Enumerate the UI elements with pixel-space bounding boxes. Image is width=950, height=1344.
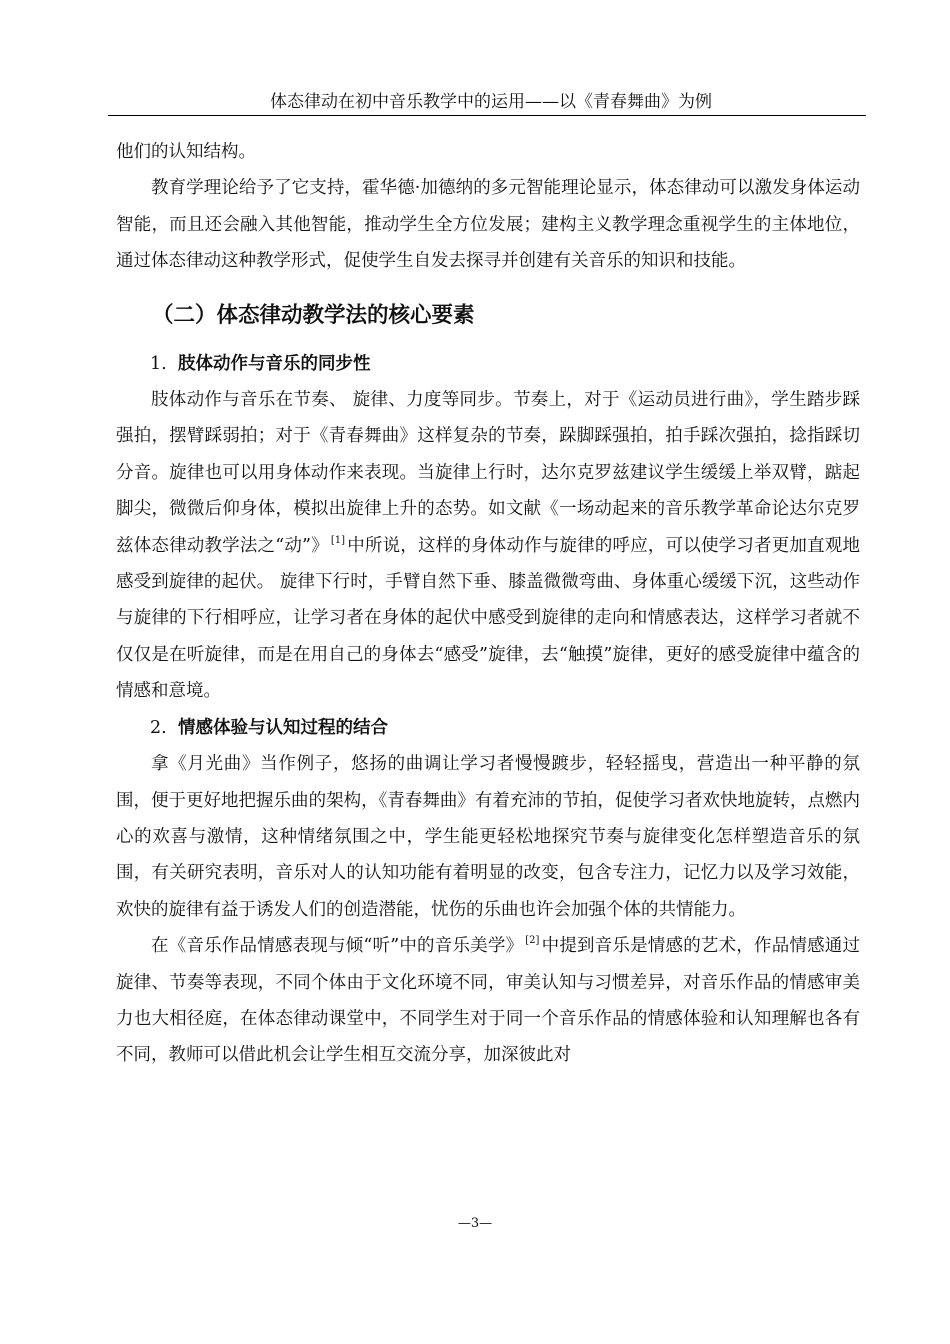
page-number: —3— bbox=[457, 1216, 493, 1231]
text-run: 中提到音乐是情感的艺术，作品情感通过旋律、节奏等表现，不同个体由于文化环境不同，审美认知与习惯差异，对音乐作品的情感审美力也大相径庭，在体态律动课堂中，不同学生对于同一个音乐作品的情感体验和认知理解也各有不同，教师可以借此机会让学生相互交流分享，加深彼此对 bbox=[116, 936, 860, 1066]
paragraph-continued: 他们的认知结构。 bbox=[116, 142, 256, 162]
page-body bbox=[116, 134, 860, 1074]
subsection-title: 肢体动作与音乐的同步性 bbox=[178, 353, 371, 374]
running-header: 体态律动在初中音乐教学中的运用——以《青春舞曲》为例 bbox=[270, 92, 712, 112]
paragraph-theory: 教育学理论给予了它支持，霍华德·加德纳的多元智能理论显示，体态律动可以激发身体运动智能，而且还会融入其他智能，推动学生全方位发展；建构主义教学理念重视学生的主体地位，通过体态律动这种教学形式，促使学生自发去探寻并创建有关音乐的知识和技能。 bbox=[116, 178, 860, 272]
paragraph-synchrony bbox=[116, 382, 860, 710]
subsection-number: 1. bbox=[150, 353, 167, 374]
header-rule bbox=[108, 115, 866, 116]
subsection-heading-2 bbox=[150, 710, 860, 746]
paragraph-aesthetics bbox=[116, 928, 860, 1074]
text-run: 肢体动作与音乐在节奏、 旋律、力度等同步。节奏上，对于《运动员进行曲》，学生踏步踩强拍，摆臂踩弱拍；对于《青春舞曲》这样复杂的节奏，跺脚踩强拍，拍手踩次强拍，捻指踩切分音。旋律也可以用身体动作来表现。当旋律上行时，达尔克罗兹建议学生缓缓上举双臂，踮起脚尖，微微后仰身体，模拟出旋律上升的态势。如文献《一场动起来的音乐教学革命论达尔克罗兹体态律动教学法之“动”》 bbox=[116, 390, 860, 556]
paragraph-emotion: 拿《月光曲》当作例子，悠扬的曲调让学习者慢慢踱步，轻轻摇曳，营造出一种平静的氛围，便于更好地把握乐曲的架构，《青春舞曲》有着充沛的节拍，促使学习者欢快地旋转，点燃内心的欢喜与激情，这种情绪氛围之中，学生能更轻松地探究节奏与旋律变化怎样塑造音乐的氛围，有关研究表明，音乐对人的认知功能有着明显的改变，包含专注力，记忆力以及学习效能，欢快的旋律有益于诱发人们的创造潜能，忧伤的乐曲也许会加强个体的共情能力。 bbox=[116, 754, 860, 920]
section-heading: （二）体态律动教学法的核心要素 bbox=[152, 302, 475, 328]
citation-ref: [1] bbox=[330, 534, 346, 546]
subsection-title: 情感体验与认知过程的结合 bbox=[178, 717, 388, 738]
text-run: 中所说，这样的身体动作与旋律的呼应，可以使学习者更加直观地感受到旋律的起伏。 旋律下行时，手臂自然下垂、膝盖微微弯曲、身体重心缓缓下沉，这些动作与旋律的下行相呼应，让学习者在身体的起伏中感受到旋律的走向和情感表达，这样学习者就不仅仅是在听旋律，而是在用自己的身体去“感受”旋律，去“触摸”旋律，更好的感受旋律中蕴含的情感和意境。 bbox=[116, 535, 860, 702]
citation-ref: [2] bbox=[525, 935, 540, 947]
text-run: 在《音乐作品情感表现与倾“听”中的音乐美学》 bbox=[151, 936, 524, 957]
subsection-heading-1 bbox=[150, 346, 860, 382]
subsection-number: 2. bbox=[150, 717, 167, 738]
